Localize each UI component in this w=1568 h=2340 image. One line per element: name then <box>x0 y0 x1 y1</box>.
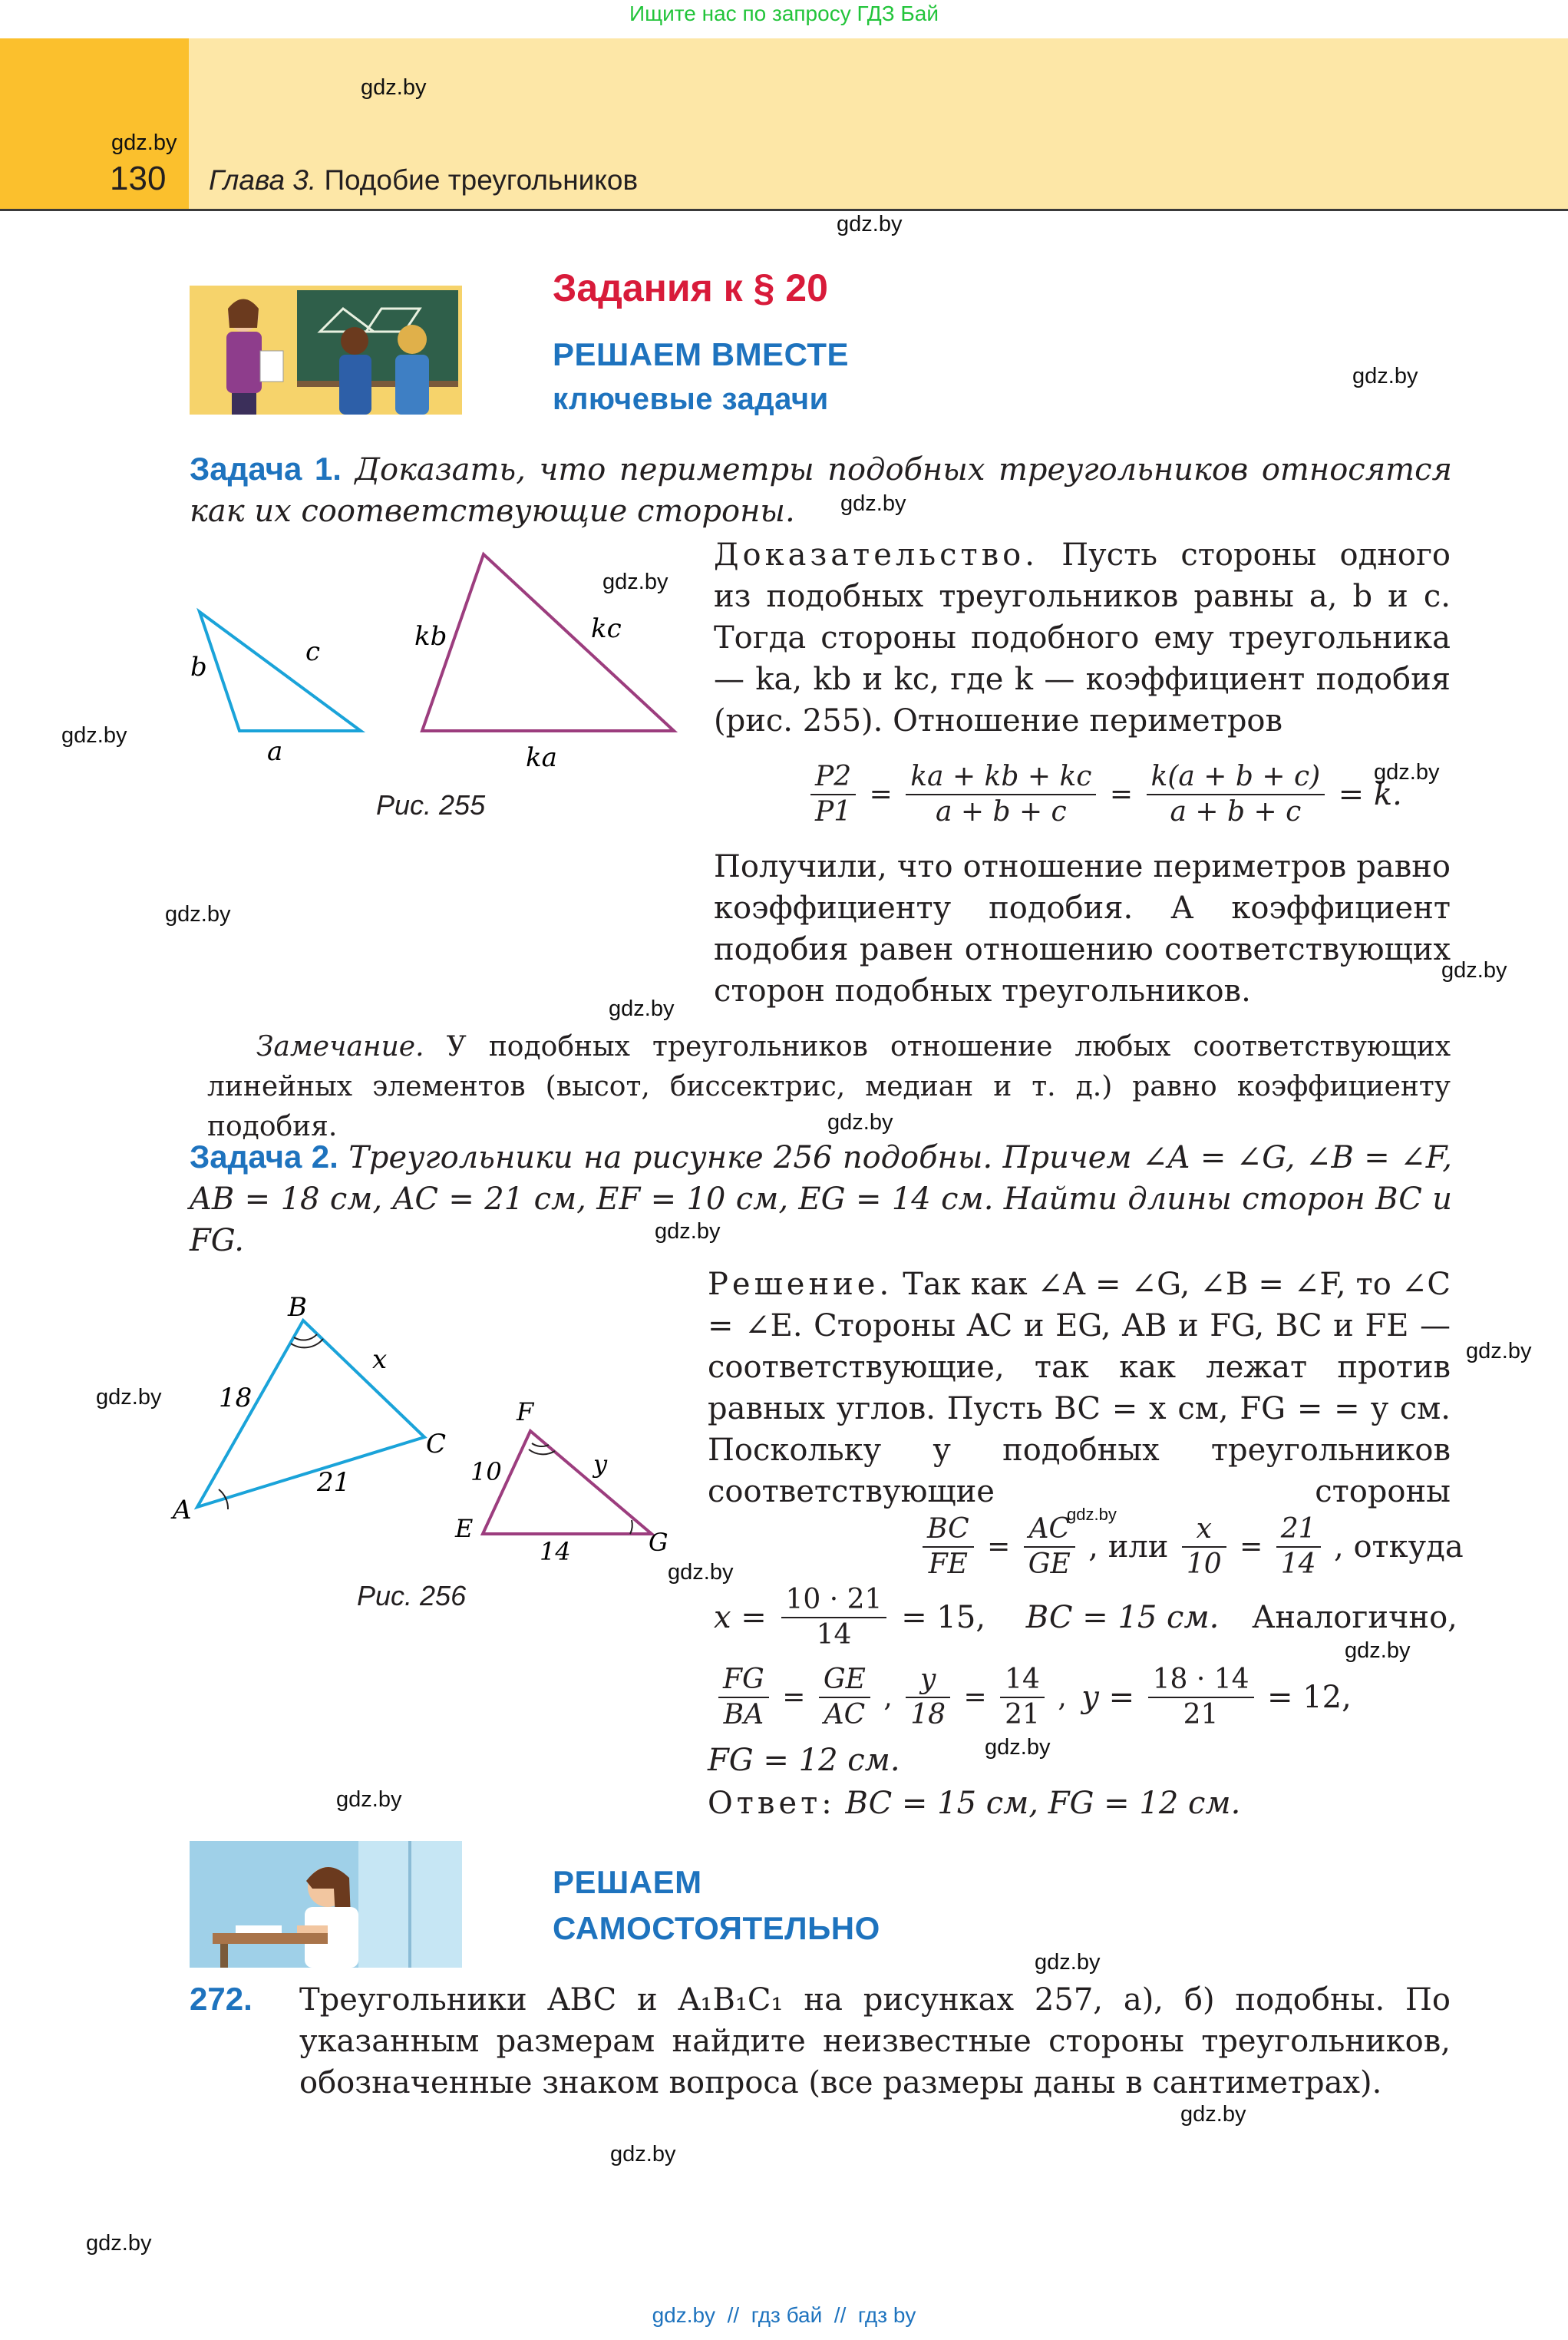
watermark: gdz.by <box>1441 958 1507 983</box>
figure-256-caption: Рис. 256 <box>357 1580 467 1611</box>
problem-272-text: Треугольники ABC и A₁B₁C₁ на рисунках 257, а), б) подобны. По указанным размерам найдите неизвестные стороны треугольников, обозначенные знаком вопроса (все размеры даны в сантиметрах). <box>299 1982 1451 2100</box>
label-y: y <box>593 1449 608 1479</box>
label-c: C <box>426 1429 447 1459</box>
self-study-heading-1: РЕШАЕМ <box>553 1864 702 1900</box>
large-side-ka: ka <box>526 742 557 773</box>
footer-links[interactable]: gdz.by // гдз бай // гдз by <box>652 2303 916 2327</box>
triangle-efg <box>483 1431 652 1534</box>
watermark: gdz.by <box>1180 2102 1246 2127</box>
label-b: B <box>288 1292 307 1323</box>
watermark: gdz.by <box>1352 364 1418 388</box>
label-a: A <box>173 1495 192 1525</box>
label-14: 14 <box>540 1537 571 1566</box>
triangle-abc <box>197 1320 424 1507</box>
task1-formula: $\frac{P2}{P1}$ = $\frac{ka + kb + kc}{a + b + c}$ = $\frac{k(a + b + c)}{a + b + c}$ = k. <box>806 760 1402 829</box>
student-illustration <box>190 1841 462 1968</box>
watermark: gdz.by <box>610 2142 676 2166</box>
task2-y-calc: $\frac{FG}{BA}$ = $\frac{GE}{AC}$ , $\frac{y}{18}$ = $\frac{14}{21}$ , y = $\frac{18 \cdot 14}{21}$ = 12, <box>714 1663 1352 1732</box>
watermark: gdz.by <box>1345 1638 1411 1663</box>
watermark: gdz.by <box>840 491 906 516</box>
watermark: gdz.by <box>1035 1950 1101 1975</box>
watermark: gdz.by <box>1067 1505 1117 1524</box>
small-triangle <box>200 612 361 731</box>
watermark: gdz.by <box>985 1735 1051 1760</box>
watermark: gdz.by <box>1374 760 1440 785</box>
task1-proof: Доказательство. Пусть стороны одного из подобных треугольников равны a, b и c. Тогда стороны подобного ему треугольника — ka, kb и kc, где k — коэффициент подобия (рис. 255). Отношение периметров <box>714 537 1451 739</box>
label-g: G <box>649 1528 668 1557</box>
watermark: gdz.by <box>609 996 675 1021</box>
task1-statement: Задача 1. Доказать, что периметры подобных треугольников относятся как их соответствующие стороны. <box>190 451 1452 529</box>
watermark: gdz.by <box>61 723 127 748</box>
label-21: 21 <box>317 1467 351 1498</box>
label-e: E <box>455 1514 474 1543</box>
watermark: gdz.by <box>96 1385 162 1410</box>
task2-statement: Задача 2. Треугольники на рисунке 256 подобны. Причем ∠A = ∠G, ∠B = ∠F, AB = 18 см, AC = 21 см, EF = 10 см, EG = 14 см. Найти длины сторон BC и FG. <box>190 1139 1452 1258</box>
watermark: gdz.by <box>336 1787 402 1812</box>
label-f: F <box>517 1397 534 1426</box>
remark: Замечание. У подобных треугольников отношение любых соответствующих линейных элементов (высот, биссектрис, медиан и т. д.) равно коэффициенту подобия. <box>207 1031 1451 1142</box>
section-subtitle-together: РЕШАЕМ ВМЕСТЕ <box>553 336 850 372</box>
task1-conclusion: Получили, что отношение периметров равно коэффициенту подобия. А коэффициент подобия равен отношению соответствующих сторон подобных треугольников. <box>714 849 1451 1009</box>
label-18: 18 <box>219 1383 253 1413</box>
section-title: Задания к § 20 <box>553 266 828 309</box>
task2-fg-result: FG = 12 см. <box>708 1743 900 1778</box>
task2-solution: Решение. Так как ∠A = ∠G, ∠B = ∠F, то ∠C = ∠E. Стороны AC и EG, AB и FG, BC и FE — соответствующие, так как лежат против равных углов. Пусть BC = x см, FG = = y см. Поскольку у подобных треугольников соответствующие стороны <box>708 1267 1451 1509</box>
watermark: gdz.by <box>86 2231 152 2256</box>
large-side-kc: kc <box>591 613 622 644</box>
watermark: gdz.by <box>1466 1339 1532 1363</box>
label-x: x <box>372 1344 388 1375</box>
page-number: 130 <box>110 160 167 197</box>
large-side-kb: kb <box>414 621 447 652</box>
task2-proportion: $\frac{BC}{FE}$ = $\frac{AC}{GE}$ , или $\frac{x}{10}$ = $\frac{21}{14}$ , откуда <box>918 1512 1464 1581</box>
watermark: gdz.by <box>837 212 903 236</box>
section-subtitle-key: ключевые задачи <box>553 382 829 416</box>
classroom-illustration <box>190 286 462 415</box>
watermark: gdz.by <box>827 1110 893 1135</box>
figure-255-caption: Рис. 255 <box>376 789 486 821</box>
chapter-title: Глава 3. Подобие треугольников <box>209 164 639 196</box>
watermark: gdz.by <box>655 1219 721 1244</box>
watermark: gdz.by <box>602 570 668 594</box>
watermark: gdz.by <box>165 902 231 927</box>
top-note: Ищите нас по запросу ГДЗ Бай <box>629 2 939 25</box>
small-side-b: b <box>190 652 207 682</box>
watermark: gdz.by <box>361 75 427 100</box>
watermark: gdz.by <box>668 1560 734 1585</box>
task2-x-calc: x = $\frac{10 \cdot 21}{14}$ = 15, BC = 15 см. Аналогично, <box>714 1584 1457 1651</box>
small-side-c: c <box>305 636 321 667</box>
watermark: gdz.by <box>111 131 177 155</box>
header-divider <box>0 209 1568 211</box>
task2-answer: Ответ: BC = 15 см, FG = 12 см. <box>708 1786 1241 1821</box>
self-study-heading-2: САМОСТОЯТЕЛЬНО <box>553 1910 880 1946</box>
small-side-a: a <box>267 736 283 767</box>
figure-256 <box>165 1290 687 1574</box>
problem-272-number: 272. <box>190 1981 253 2017</box>
label-10: 10 <box>470 1457 502 1486</box>
